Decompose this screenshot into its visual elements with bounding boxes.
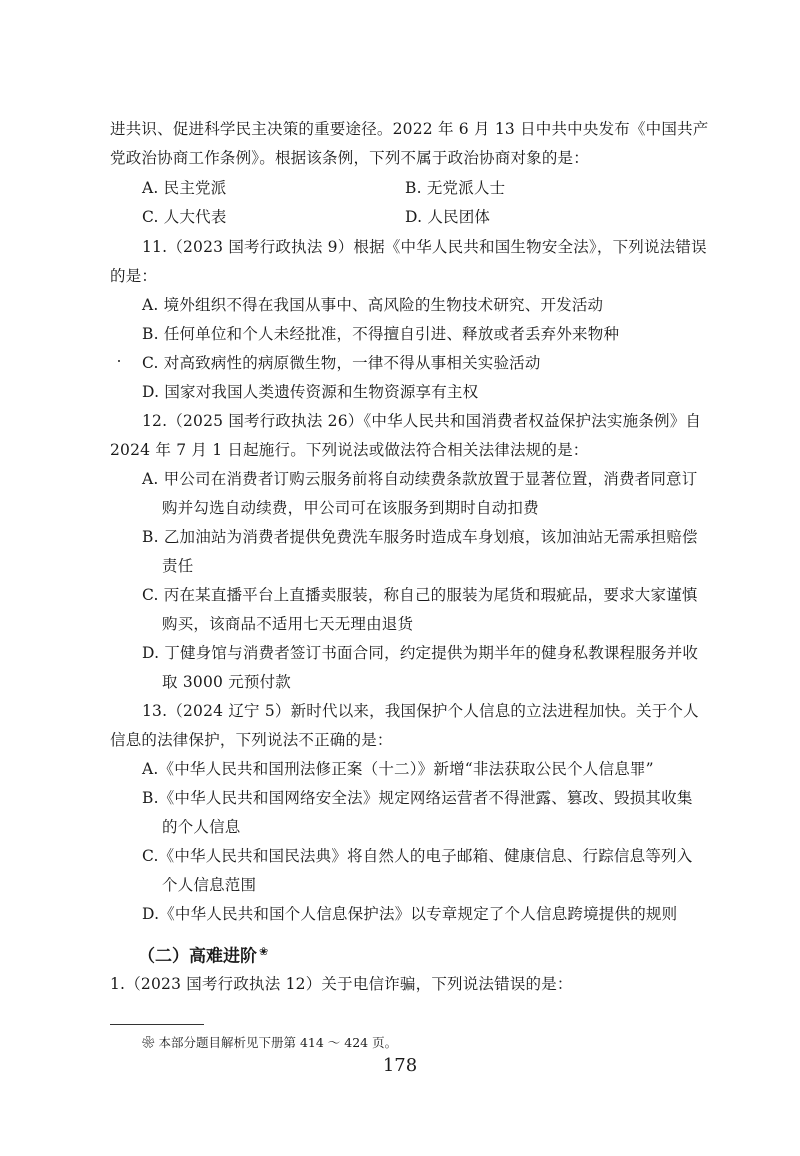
q11-option-c: C. 对高致病性的病原微生物，一律不得从事相关实验活动 <box>142 354 541 372</box>
q12-option-a-line-2: 购并勾选自动续费，甲公司可在该服务到期时自动扣费 <box>162 499 539 517</box>
q12-option-d-line-1: D. 丁健身馆与消费者签订书面合同，约定提供为期半年的健身私教课程服务并收 <box>142 644 699 662</box>
q13-option-c-line-2: 个人信息范围 <box>162 876 257 894</box>
section-title-text: （二）高难进阶 <box>138 946 257 967</box>
q10-option-a: A. 民主党派 <box>142 179 227 197</box>
footnote-mark-icon: ❀ <box>259 945 269 958</box>
q12-option-c-line-2: 购买，该商品不适用七天无理由退货 <box>162 615 414 633</box>
q12-option-a-line-1: A. 甲公司在消费者订购云服务前将自动续费条款放置于显著位置，消费者同意订 <box>142 470 698 488</box>
page-number: 178 <box>382 1055 418 1076</box>
q10-stem-line-2: 党政治协商工作条例》。根据该条例，下列不属于政治协商对象的是： <box>110 149 589 167</box>
q12-stem-line-1: 12.（2025 国考行政执法 26）《中华人民共和国消费者权益保护法实施条例》自 <box>142 412 702 430</box>
q13-stem-line-1: 13.（2024 辽宁 5）新时代以来，我国保护个人信息的立法进程加快。关于个人 <box>142 702 699 720</box>
q12-option-b-line-1: B. 乙加油站为消费者提供免费洗车服务时造成车身划痕，该加油站无需承担赔偿 <box>142 528 698 546</box>
q12-stem-line-2: 2024 年 7 月 1 日起施行。下列说法或做法符合相关法律法规的是： <box>110 441 589 459</box>
q11-stem-line-2: 的是： <box>110 267 158 285</box>
q11-stem-line-1: 11.（2023 国考行政执法 9）根据《中华人民共和国生物安全法》，下列说法错误 <box>142 238 707 256</box>
q10-option-d: D. 人民团体 <box>405 208 491 226</box>
footnote-text: ❀ 本部分题目解析见下册第 414 ～ 424 页。 <box>142 1035 398 1050</box>
q13-option-a: A.《中华人民共和国刑法修正案（十二）》新增“非法获取公民个人信息罪” <box>142 760 654 778</box>
stray-dot <box>118 360 120 362</box>
q13-stem-line-2: 信息的法律保护，下列说法不正确的是： <box>110 731 393 749</box>
q13-option-b-line-2: 的个人信息 <box>162 818 241 836</box>
q10-stem-line-1: 进共识、促进科学民主决策的重要途径。2022 年 6 月 13 日中共中央发布《中国共产 <box>110 120 709 138</box>
q12-option-b-line-2: 责任 <box>162 557 194 575</box>
q11-option-b: B. 任何单位和个人未经批准，不得擅自引进、释放或者丢弃外来物种 <box>142 325 620 343</box>
q13-option-c-line-1: C.《中华人民共和国民法典》将自然人的电子邮箱、健康信息、行踪信息等列入 <box>142 847 693 865</box>
section-title <box>138 940 268 969</box>
q13-option-b-line-1: B.《中华人民共和国网络安全法》规定网络运营者不得泄露、篡改、毁损其收集 <box>142 789 693 807</box>
section2-q1-stem: 1.（2023 国考行政执法 12）关于电信诈骗，下列说法错误的是： <box>110 975 573 993</box>
q13-option-d: D.《中华人民共和国个人信息保护法》以专章规定了个人信息跨境提供的规则 <box>142 905 678 923</box>
q10-option-b: B. 无党派人士 <box>405 179 506 197</box>
q11-option-d: D. 国家对我国人类遗传资源和生物资源享有主权 <box>142 383 479 401</box>
q12-option-d-line-2: 取 3000 元预付款 <box>162 673 292 691</box>
footnote-divider <box>110 1024 204 1025</box>
q10-option-c: C. 人大代表 <box>142 208 227 226</box>
q11-option-a: A. 境外组织不得在我国从事中、高风险的生物技术研究、开发活动 <box>142 296 604 314</box>
q12-option-c-line-1: C. 丙在某直播平台上直播卖服装，称自己的服装为尾货和瑕疵品，要求大家谨慎 <box>142 586 698 604</box>
